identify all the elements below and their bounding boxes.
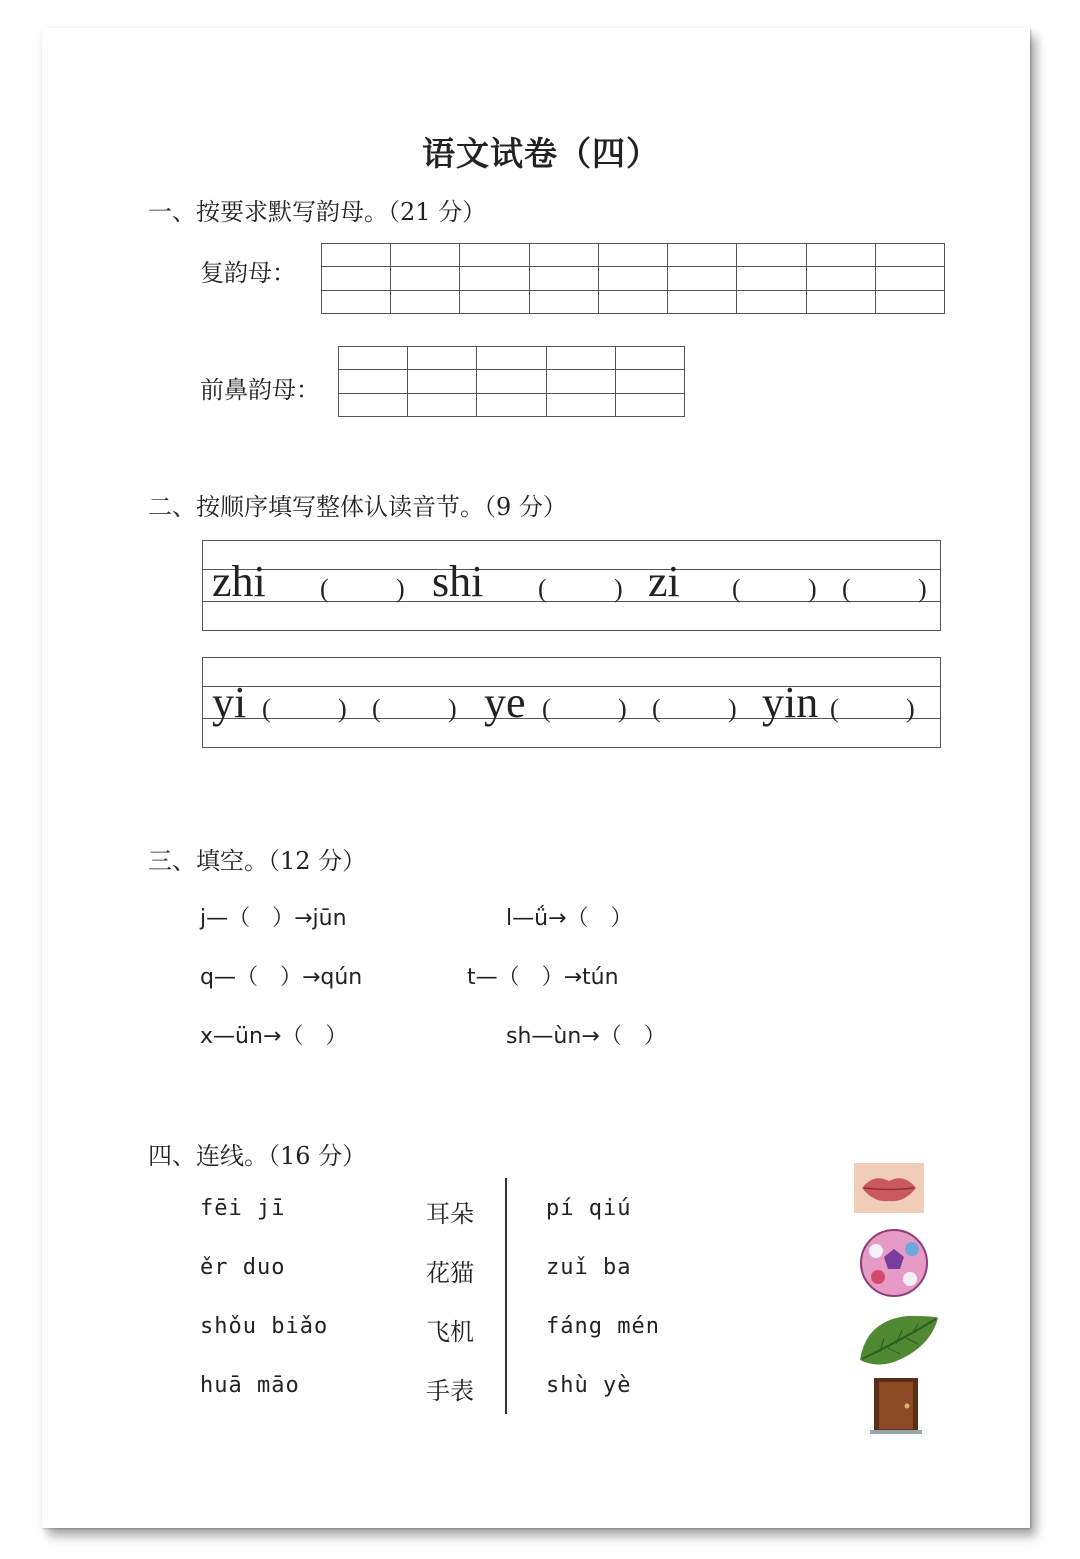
- fill-item-5[interactable]: x—ün→（ ）: [200, 1024, 348, 1049]
- section1-heading: 一、按要求默写韵母。（21 分）: [148, 198, 487, 226]
- paren-open: (: [262, 694, 271, 723]
- section3-heading: 三、填空。（12 分）: [148, 847, 367, 875]
- answer-blank[interactable]: [664, 690, 726, 724]
- paren-close: ): [808, 574, 817, 603]
- divider-line: [505, 1178, 507, 1414]
- paren-close: ): [918, 574, 927, 603]
- right-pinyin-item[interactable]: fáng mén: [546, 1314, 660, 1339]
- syllable-zhi: zhi: [212, 557, 266, 606]
- answer-blank[interactable]: [554, 690, 616, 724]
- fill-item-1[interactable]: j—（ ）→jūn: [200, 906, 347, 931]
- left-pinyin-item[interactable]: shǒu biǎo: [200, 1314, 329, 1339]
- right-pinyin-item[interactable]: zuǐ ba: [546, 1255, 632, 1280]
- fill-item-4[interactable]: t—（ ）→tún: [467, 965, 619, 990]
- left-pinyin-item[interactable]: huā māo: [200, 1373, 300, 1398]
- compound-finals-grid[interactable]: [321, 243, 945, 314]
- compound-finals-label: 复韵母：: [200, 259, 296, 287]
- paren-close: ): [614, 574, 623, 603]
- paren-close: ): [338, 694, 347, 723]
- fill-item-3[interactable]: q—（ ）→qún: [200, 965, 363, 990]
- paren-open: (: [842, 574, 851, 603]
- paren-close: ): [618, 694, 627, 723]
- hanzi-item[interactable]: 飞机: [426, 1318, 474, 1346]
- front-nasal-finals-label: 前鼻韵母：: [200, 376, 320, 404]
- paren-close: ): [728, 694, 737, 723]
- syllable-yi: yi: [212, 678, 247, 727]
- fill-item-6[interactable]: sh—ùn→（ ）: [506, 1024, 666, 1049]
- paren-open: (: [732, 574, 741, 603]
- answer-blank[interactable]: [744, 570, 806, 604]
- page-title: 语文试卷（四）: [422, 134, 660, 173]
- fill-item-2[interactable]: l—ǘ→（ ）: [506, 906, 633, 931]
- paren-close: ): [396, 574, 405, 603]
- hanzi-item[interactable]: 耳朵: [426, 1200, 474, 1228]
- syllable-shi: shi: [432, 557, 484, 606]
- answer-blank[interactable]: [842, 690, 904, 724]
- paren-open: (: [372, 694, 381, 723]
- paren-open: (: [652, 694, 661, 723]
- paren-open: (: [830, 694, 839, 723]
- answer-blank[interactable]: [384, 690, 446, 724]
- syllable-ye: ye: [484, 678, 526, 727]
- lips-icon[interactable]: [854, 1163, 924, 1213]
- right-pinyin-item[interactable]: pí qiú: [546, 1196, 632, 1221]
- hanzi-item[interactable]: 花猫: [426, 1259, 474, 1287]
- answer-blank[interactable]: [274, 690, 336, 724]
- left-pinyin-item[interactable]: fēi jī: [200, 1196, 286, 1221]
- hanzi-item[interactable]: 手表: [426, 1377, 474, 1405]
- syllable-yin: yin: [762, 678, 819, 727]
- door-icon[interactable]: [870, 1376, 922, 1434]
- ball-icon[interactable]: [858, 1227, 932, 1299]
- paren-close: ): [448, 694, 457, 723]
- left-pinyin-item[interactable]: ěr duo: [200, 1255, 286, 1280]
- right-pinyin-item[interactable]: shù yè: [546, 1373, 632, 1398]
- answer-blank[interactable]: [550, 570, 612, 604]
- section2-heading: 二、按顺序填写整体认读音节。（9 分）: [148, 493, 567, 521]
- paren-close: ): [906, 694, 915, 723]
- paren-open: (: [538, 574, 547, 603]
- leaf-icon[interactable]: [858, 1312, 940, 1370]
- answer-blank[interactable]: [854, 570, 916, 604]
- answer-blank[interactable]: [332, 570, 394, 604]
- section4-heading: 四、连线。（16 分）: [148, 1142, 367, 1170]
- syllable-zi: zi: [648, 557, 680, 606]
- paren-open: (: [320, 574, 329, 603]
- paren-open: (: [542, 694, 551, 723]
- front-nasal-finals-grid[interactable]: [338, 346, 685, 417]
